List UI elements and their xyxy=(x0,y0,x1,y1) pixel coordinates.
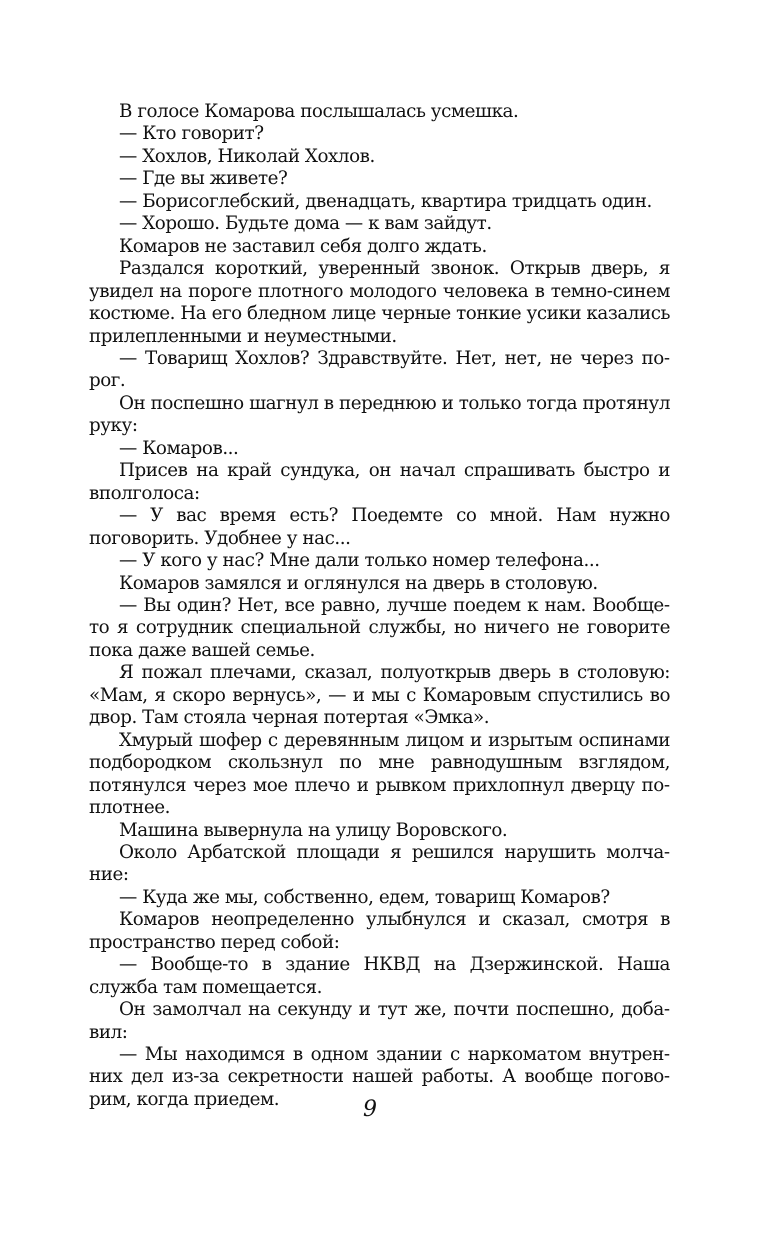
paragraph: Комаров неопределенно улыбнулся и сказал, смотря в пространство перед собой: xyxy=(89,909,670,953)
body-text xyxy=(89,101,670,1111)
paragraph: — Мы находимся в одном здании с наркоматом внутренних дел из-за секретности нашей работы. А вообще поговорим, когда приедем. xyxy=(89,1044,670,1110)
paragraph: — У вас время есть? Поедемте со мной. Нам нужно поговорить. Удобнее у нас... xyxy=(89,505,670,549)
paragraph: — Вообще-то в здание НКВД на Дзержинской. Наша служба там помещается. xyxy=(89,954,670,998)
paragraph: Он поспешно шагнул в переднюю и только тогда протянул руку: xyxy=(89,392,670,437)
paragraph: — Комаров... xyxy=(119,437,239,459)
paragraph: Я пожал плечами, сказал, полуоткрыв дверь в столовую: «Мам, я скоро вернусь», — и мы с Комаровым спустились во двор. Там стояла черная потертая «Эмка». xyxy=(89,662,670,729)
paragraph: Комаров не заставил себя долго ждать. xyxy=(119,235,487,257)
paragraph: — Хохлов, Николай Хохлов. xyxy=(119,145,375,167)
page-number: 9 xyxy=(363,1097,377,1122)
paragraph: — Куда же мы, собственно, едем, товарищ Комаров? xyxy=(119,886,610,908)
paragraph: — У кого у нас? Мне дали только номер телефона... xyxy=(119,550,600,572)
paragraph: Раздался короткий, уверенный звонок. Открыв дверь, я увидел на пороге плотного молодого человека в темно-синем костюме. На его бледном лице черные тонкие усики казались прилепленными и неуместными. xyxy=(89,258,670,347)
paragraph: Хмурый шофер с деревянным лицом и изрытым оспинами подбородком скользнул по мне равнодушным взглядом, потянулся через мое плечо и рывком прихлопнул дверцу поплотнее. xyxy=(89,729,670,819)
paragraph: Около Арбатской площади я решился нарушить молчание: xyxy=(89,841,670,886)
paragraph: Присев на край сундука, он начал спрашивать быстро и вполголоса: xyxy=(89,460,670,504)
paragraph: — Товарищ Хохлов? Здравствуйте. Нет, нет, не через порог. xyxy=(89,347,670,392)
paragraph: — Кто говорит? xyxy=(119,123,264,145)
paragraph: Машина вывернула на улицу Воровского. xyxy=(119,819,508,841)
paragraph: — Хорошо. Будьте дома — к вам зайдут. xyxy=(119,213,492,235)
paragraph: — Борисоглебский, двенадцать, квартира тридцать один. xyxy=(119,190,652,212)
paragraph: В голосе Комарова послышалась усмешка. xyxy=(119,101,519,122)
paragraph: — Вы один? Нет, все равно, лучше поедем к нам. Вообщето я сотрудник специальной службы, но ничего не говорите пока даже вашей семье. xyxy=(89,594,670,661)
paragraph: — Где вы живете? xyxy=(119,168,288,190)
paragraph: Комаров замялся и оглянулся на дверь в столовую. xyxy=(119,572,598,594)
paragraph: Он замолчал на секунду и тут же, почти поспешно, добавил: xyxy=(89,999,670,1043)
